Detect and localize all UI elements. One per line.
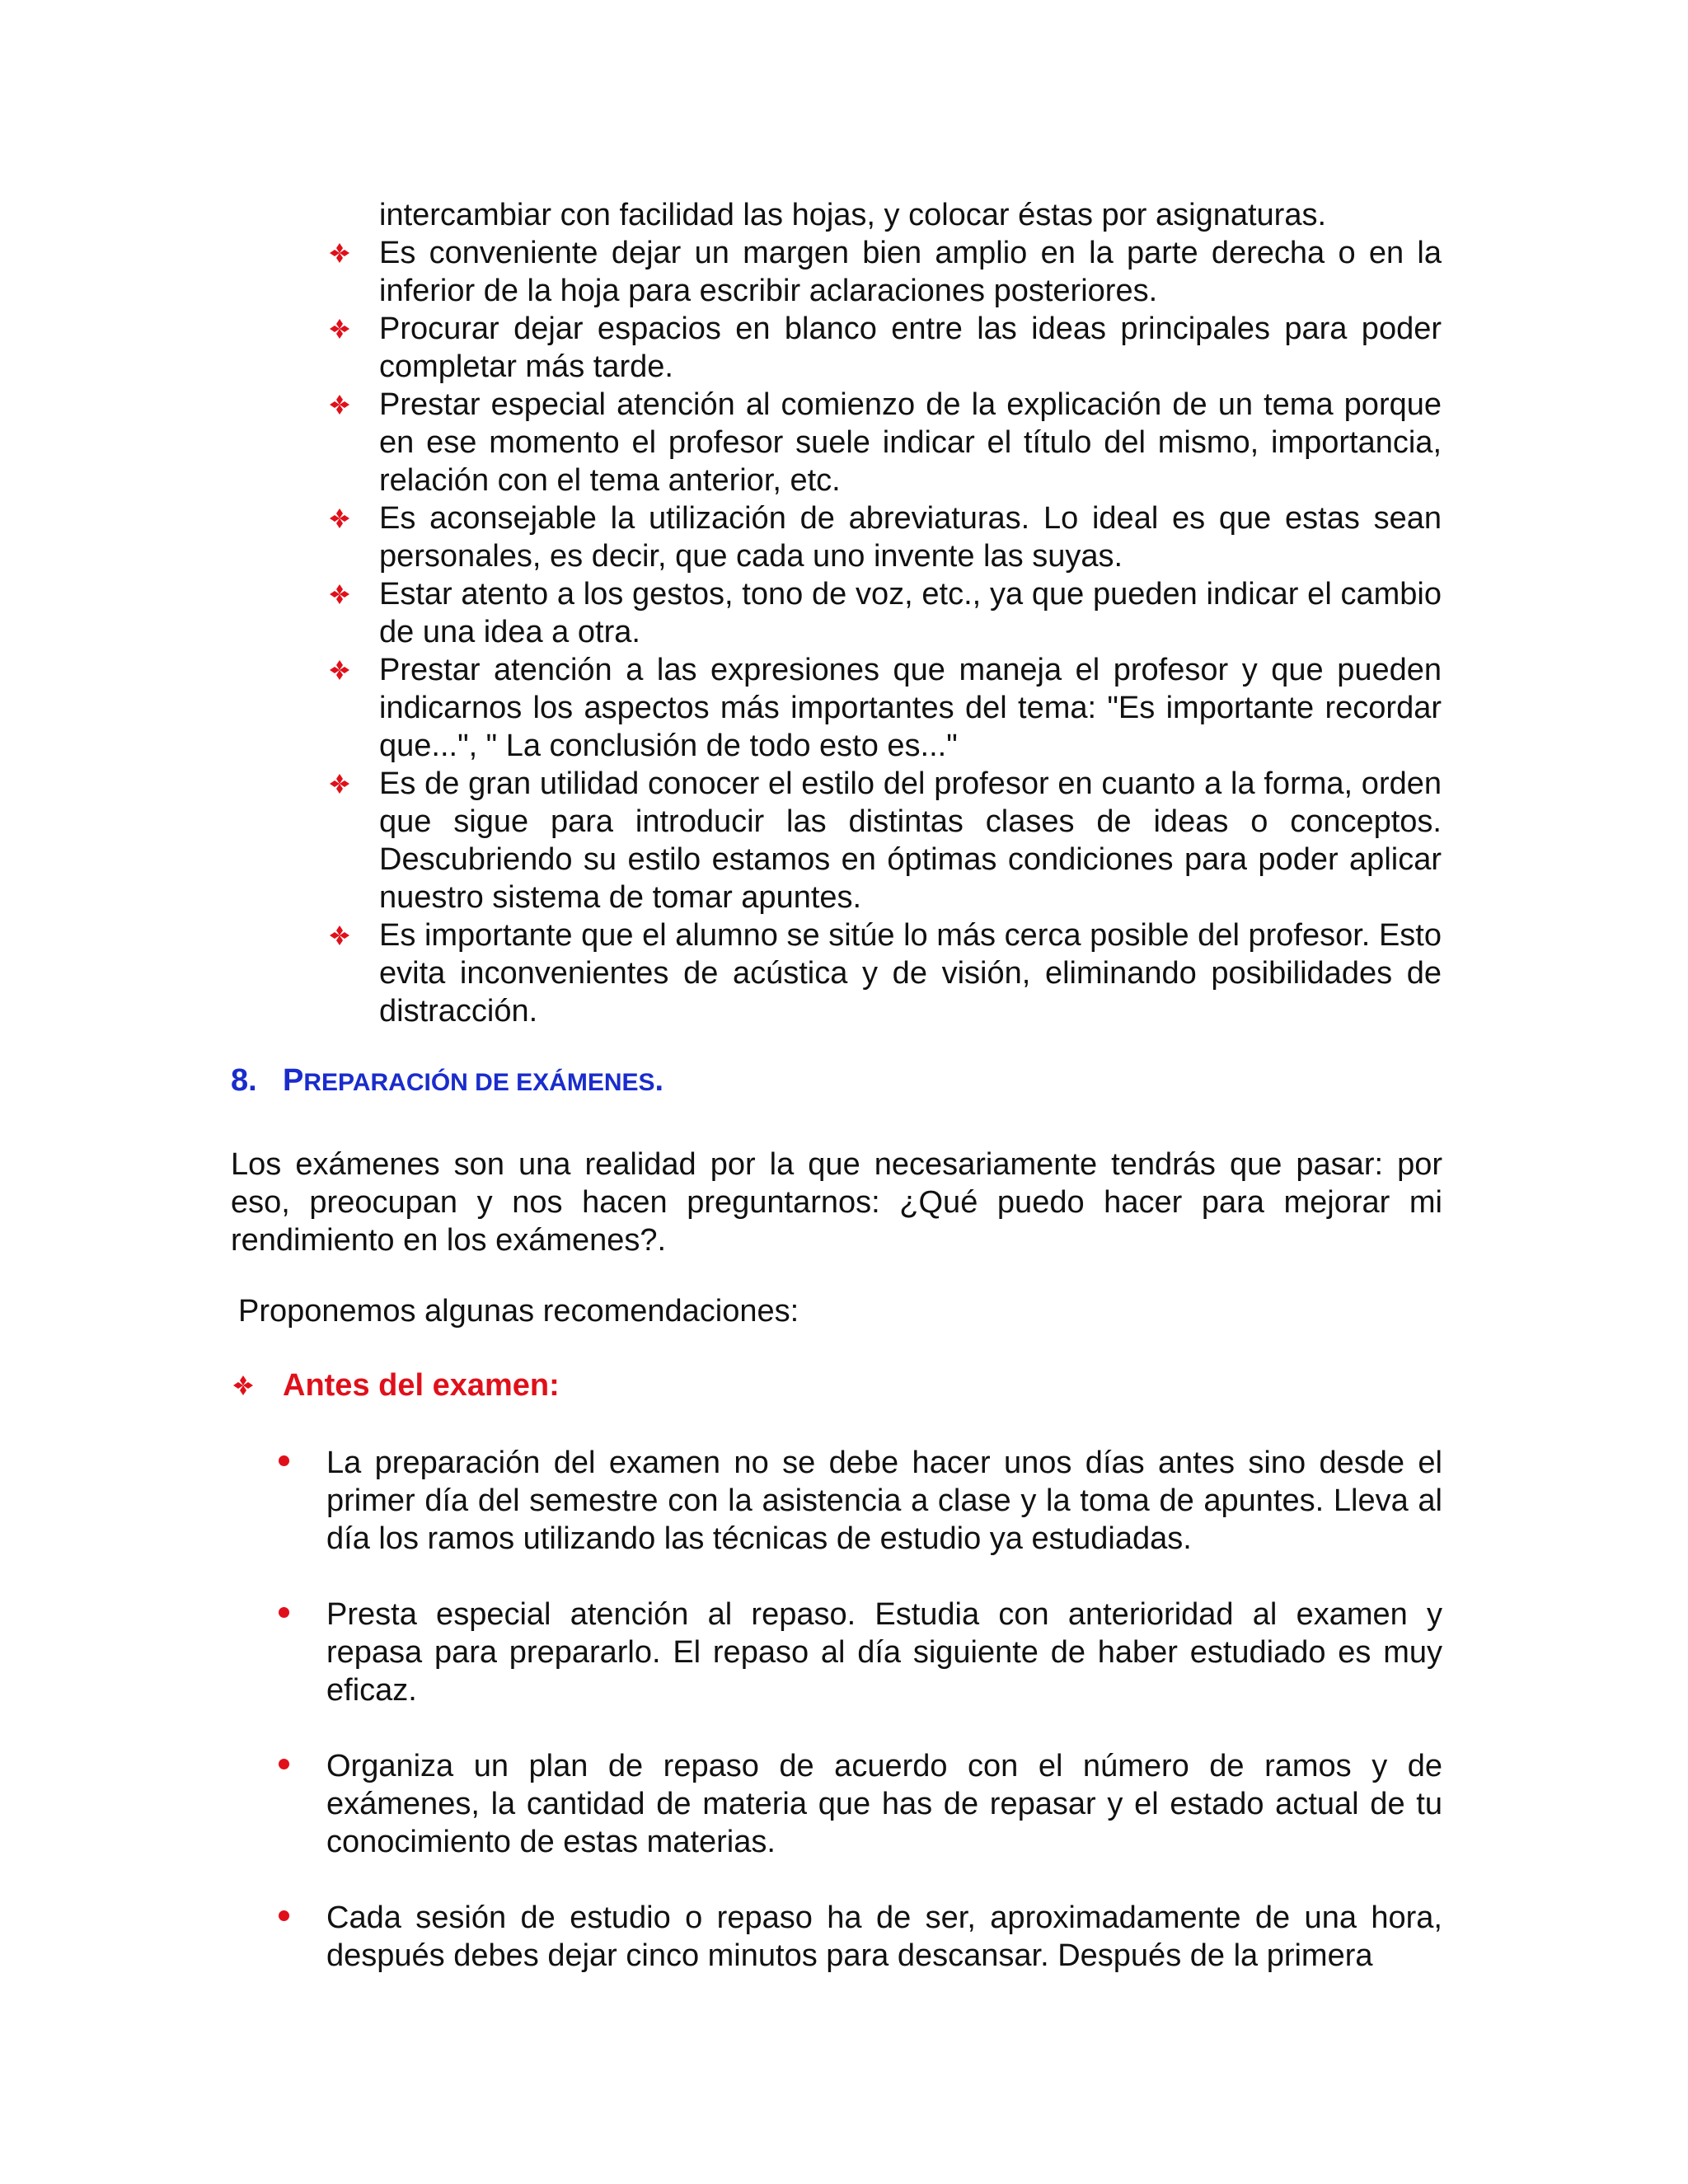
diamond-bullet-icon <box>327 767 352 800</box>
recommendations-intro: Proponemos algunas recomendaciones: <box>238 1294 799 1329</box>
tips-list <box>327 196 1442 1030</box>
before-exam-label: Antes del examen: <box>283 1368 560 1403</box>
tip-text: Es de gran utilidad conocer el estilo del profesor en cuanto a la forma, orden que sigue para introducir las distintas clases de ideas o conceptos. Descubriendo su estilo estamos en óptimas condiciones para poder aplicar nuestro sistema de tomar apuntes. <box>379 766 1442 915</box>
diamond-bullet-icon <box>231 1369 256 1402</box>
list-item-text: La preparación del examen no se debe hacer unos días antes sino desde el primer día del semestre con la asistencia a clase y la toma de apuntes. Lleva al día los ramos utilizando las técnicas de estudio ya estudiadas. <box>326 1446 1442 1556</box>
diamond-bullet-icon <box>327 654 352 687</box>
section-title-rest: REPARACIÓN DE EXÁMENES <box>303 1069 655 1096</box>
tip-item <box>327 499 1442 575</box>
list-item <box>276 1747 1442 1861</box>
list-item <box>276 1444 1442 1558</box>
list-item <box>276 1596 1442 1709</box>
tip-item <box>327 310 1442 386</box>
section-number: 8. <box>231 1063 257 1098</box>
tip-text: Es importante que el alumno se sitúe lo más cerca posible del profesor. Esto evita inconvenientes de acústica y de visión, eliminando posibilidades de distracción. <box>379 918 1442 1029</box>
section-title-end: . <box>654 1063 664 1098</box>
continuation-line: intercambiar con facilidad las hojas, y colocar éstas por asignaturas. <box>379 198 1327 232</box>
list-item-text: Cada sesión de estudio o repaso ha de ser, aproximadamente de una hora, después debes dejar cinco minutos para descansar. Después de la primera <box>326 1900 1442 1973</box>
tip-item <box>327 651 1442 765</box>
tip-text: Es conveniente dejar un margen bien amplio en la parte derecha o en la inferior de la hoja para escribir aclaraciones posteriores. <box>379 236 1442 308</box>
diamond-bullet-icon <box>327 237 352 269</box>
tip-item <box>327 765 1442 916</box>
list-item <box>276 1899 1442 1975</box>
diamond-bullet-icon <box>327 578 352 611</box>
tip-item <box>327 916 1442 1030</box>
red-dot-icon <box>279 1759 289 1769</box>
diamond-bullet-icon <box>327 502 352 535</box>
section-title-initial: P <box>283 1063 304 1098</box>
diamond-bullet-icon <box>327 312 352 345</box>
diamond-bullet-icon <box>327 919 352 952</box>
tip-text: Procurar dejar espacios en blanco entre las ideas principales para poder completar más tarde. <box>379 312 1442 384</box>
tip-item <box>327 386 1442 499</box>
tip-text: Es aconsejable la utilización de abreviaturas. Lo ideal es que estas sean personales, es decir, que cada uno invente las suyas. <box>379 501 1442 574</box>
tip-item <box>327 575 1442 651</box>
diamond-bullet-icon <box>327 388 352 421</box>
before-exam-heading <box>231 1366 560 1404</box>
tip-text: Estar atento a los gestos, tono de voz, etc., ya que pueden indicar el cambio de una idea a otra. <box>379 577 1442 649</box>
before-exam-list <box>276 1444 1442 2013</box>
red-dot-icon <box>279 1607 289 1618</box>
list-item-text: Organiza un plan de repaso de acuerdo con el número de ramos y de exámenes, la cantidad de materia que has de repasar y el estado actual de tu conocimiento de estas materias. <box>326 1749 1442 1859</box>
tip-item <box>327 234 1442 310</box>
tip-text: Prestar especial atención al comienzo de la explicación de un tema porque en ese momento el profesor suele indicar el título del mismo, importancia, relación con el tema anterior, etc. <box>379 387 1442 498</box>
red-dot-icon <box>279 1455 289 1466</box>
tip-text: Prestar atención a las expresiones que maneja el profesor y que pueden indicarnos los aspectos más importantes del tema: "Es importante recordar que...", " La conclusión de todo esto es..." <box>379 653 1442 763</box>
list-item-text: Presta especial atención al repaso. Estudia con anterioridad al examen y repasa para prepararlo. El repaso al día siguiente de haber estudiado es muy eficaz. <box>326 1597 1442 1708</box>
section-heading <box>231 1062 663 1102</box>
red-dot-icon <box>279 1910 289 1921</box>
intro-paragraph: Los exámenes son una realidad por la que necesariamente tendrás que pasar: por eso, preocupan y nos hacen preguntarnos: ¿Qué puedo hacer para mejorar mi rendimiento en los exámenes?. <box>231 1147 1442 1258</box>
